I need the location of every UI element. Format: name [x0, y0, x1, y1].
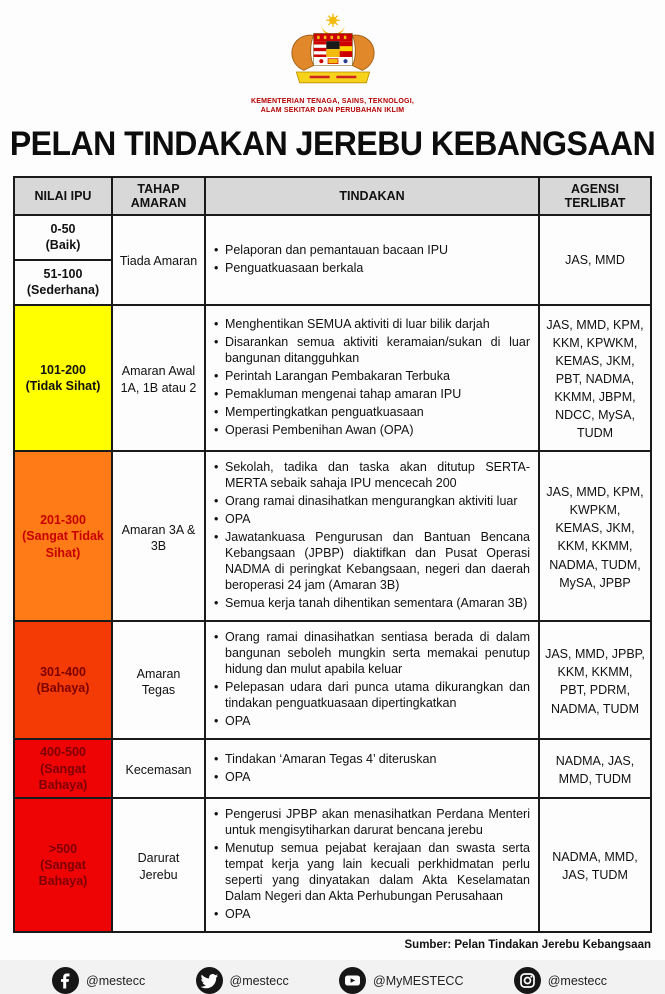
- social-bar: [0, 967, 665, 994]
- action-list: [212, 629, 530, 729]
- ipu-range: 400-500: [40, 745, 86, 760]
- col-header-agensi-terlibat: AGENSI TERLIBAT: [539, 177, 651, 215]
- col-header-tindakan: TINDAKAN: [205, 177, 539, 215]
- ipu-label: (Sangat Bahaya): [38, 858, 88, 889]
- instagram-link[interactable]: [514, 967, 607, 994]
- action-item: • OPA: [212, 769, 530, 785]
- ipu-label: (Sangat Bahaya): [38, 761, 88, 792]
- ministry-name: [0, 98, 665, 116]
- motto-banner-icon: [296, 72, 369, 83]
- action-item: • Pemakluman mengenai tahap amaran IPU: [212, 386, 530, 402]
- haze-action-table: [13, 176, 652, 934]
- table-row: [14, 739, 651, 798]
- shield-icon: [313, 34, 351, 66]
- facebook-handle: @mestecc: [86, 973, 146, 988]
- ipu-range: 51-100: [43, 266, 83, 281]
- action-item: • Pelaporan dan pemantauan bacaan IPU: [212, 242, 530, 258]
- col-header-nilai-ipu: NILAI IPU: [14, 177, 112, 215]
- action-item: • OPA: [212, 511, 530, 527]
- table-row: [14, 451, 651, 621]
- action-item: • OPA: [212, 906, 530, 922]
- ministry-line-1: KEMENTERIAN TENAGA, SAINS, TEKNOLOGI,: [251, 98, 414, 105]
- action-list: [212, 806, 530, 922]
- tindakan-cell: [205, 798, 539, 932]
- ministry-line-2: ALAM SEKITAR DAN PERUBAHAN IKLIM: [260, 106, 405, 114]
- ipu-cell-101-200: [14, 305, 112, 452]
- table-row: [14, 215, 651, 260]
- facebook-link[interactable]: [52, 967, 145, 994]
- youtube-handle: @MyMESTECC: [373, 973, 464, 988]
- tindakan-cell: [205, 305, 539, 452]
- logo-block: [0, 0, 665, 116]
- ipu-range: 301-400: [40, 665, 86, 680]
- table-row: [14, 621, 651, 739]
- tahap-cell-amaran-awal: Amaran Awal 1A, 1B atau 2: [112, 305, 205, 452]
- ipu-cell-over-500: [14, 798, 112, 932]
- tahap-cell-amaran-3a-3b: Amaran 3A & 3B: [112, 451, 205, 621]
- action-item: • Pelepasan udara dari punca utama dikurangkan dan tindakan penguatkuasaan dipertingkatkan: [212, 679, 530, 711]
- action-item: • Perintah Larangan Pembakaran Terbuka: [212, 368, 530, 384]
- twitter-link[interactable]: [196, 967, 289, 994]
- tiger-right-icon: [352, 35, 374, 70]
- instagram-icon: [514, 967, 541, 994]
- youtube-icon: [339, 967, 366, 994]
- tahap-cell-amaran-tegas: Amaran Tegas: [112, 621, 205, 739]
- instagram-handle: @mestecc: [547, 973, 607, 988]
- agensi-cell: JAS, MMD, KPM, KWPKM, KEMAS, JKM, KKM, KKMM, NADMA, TUDM, MySA, JPBP: [539, 451, 651, 621]
- action-item: • Semua kerja tanah dihentikan sementara (Amaran 3B): [212, 595, 530, 611]
- ipu-range: 201-300: [40, 513, 86, 527]
- twitter-icon: [196, 967, 223, 994]
- ipu-label: (Sangat Tidak Sihat): [22, 529, 104, 560]
- col-header-tahap-amaran: TAHAP AMARAN: [112, 177, 205, 215]
- action-item: • OPA: [212, 713, 530, 729]
- ipu-range: 0-50: [50, 221, 76, 236]
- agensi-cell: NADMA, JAS, MMD, TUDM: [539, 739, 651, 798]
- action-item: • Jawatankuasa Pengurusan dan Bantuan Bencana Kebangsaan (JPBP) diaktifkan dan Pusat Operasi NADMA di peringkat Kebangsaan, negeri dan daerah beroperasi 24 jam (Amaran 3B): [212, 529, 530, 593]
- action-item: • Menghentikan SEMUA aktiviti di luar bilik darjah: [212, 316, 530, 332]
- ipu-cell-51-100: [14, 260, 112, 305]
- tindakan-cell: [205, 215, 539, 305]
- action-item: • Pengerusi JPBP akan menasihatkan Perdana Menteri untuk mengisytiharkan darurat bencana jerebu: [212, 806, 530, 838]
- action-list: [212, 751, 530, 785]
- ipu-label: (Sederhana): [26, 283, 100, 297]
- action-item: • Disarankan semua aktiviti keramaian/sukan di luar bangunan ditangguhkan: [212, 334, 530, 366]
- action-item: • Tindakan ‘Amaran Tegas 4’ diteruskan: [212, 751, 530, 767]
- ipu-range: >500: [48, 841, 78, 856]
- action-list: [212, 459, 530, 611]
- tindakan-cell: [205, 621, 539, 739]
- source-caption: Sumber: Pelan Tindakan Jerebu Kebangsaan: [404, 939, 651, 952]
- facebook-icon: [52, 967, 79, 994]
- ipu-cell-400-500: [14, 739, 112, 798]
- tahap-cell-darurat-jerebu: Darurat Jerebu: [112, 798, 205, 932]
- table-row: [14, 798, 651, 932]
- action-item: • Sekolah, tadika dan taska akan ditutup SERTA-MERTA sebaik sahaja IPU mencecah 200: [212, 459, 530, 491]
- page-title: PELAN TINDAKAN JEREBU KEBANGSAAN: [9, 123, 656, 162]
- agensi-cell: JAS, MMD, KPM, KKM, KPWKM, KEMAS, JKM, PBT, NADMA, KKMM, JBPM, NDCC, MySA, TUDM: [539, 305, 651, 452]
- action-item: • Orang ramai dinasihatkan sentiasa berada di dalam bangunan seboleh mungkin serta memakai penutup hidung dan mulut apabila keluar: [212, 629, 530, 677]
- twitter-handle: @mestecc: [229, 973, 289, 988]
- tindakan-cell: [205, 739, 539, 798]
- action-item: • Operasi Pembenihan Awan (OPA): [212, 422, 530, 438]
- youtube-link[interactable]: [339, 967, 463, 994]
- action-item: • Mempertingkatkan penguatkuasaan: [212, 404, 530, 420]
- agensi-cell: NADMA, MMD, JAS, TUDM: [539, 798, 651, 932]
- agensi-cell: JAS, MMD, JPBP, KKM, KKMM, PBT, PDRM, NADMA, TUDM: [539, 621, 651, 739]
- ipu-label: (Bahaya): [36, 681, 90, 696]
- action-item: • Penguatkuasaan berkala: [212, 260, 530, 276]
- ipu-cell-301-400: [14, 621, 112, 739]
- agensi-cell: JAS, MMD: [539, 215, 651, 305]
- table-row: [14, 305, 651, 452]
- ipu-cell-201-300: [14, 451, 112, 621]
- ipu-label: (Baik): [45, 238, 81, 252]
- federal-star-icon: [326, 14, 339, 27]
- tahap-cell-kecemasan: Kecemasan: [112, 739, 205, 798]
- action-list: [212, 316, 530, 438]
- ipu-cell-0-50: [14, 215, 112, 260]
- action-list: [212, 242, 530, 276]
- tindakan-cell: [205, 451, 539, 621]
- coat-of-arms-logo: [253, 12, 413, 92]
- action-item: • Menutup semua pejabat kerajaan dan swasta serta tempat kerja yang lain kecuali perkhidmatan perlu seperti yang dinyatakan dalam Akta Keselamatan Dalam Negeri dan Akta Perhubungan Perusahaan: [212, 840, 530, 904]
- action-item: • Orang ramai dinasihatkan mengurangkan aktiviti luar: [212, 493, 530, 509]
- tahap-cell-tiada-amaran: Tiada Amaran: [112, 215, 205, 305]
- ipu-label: (Tidak Sihat): [25, 378, 101, 393]
- ipu-range: 101-200: [40, 362, 86, 377]
- table-header-row: [14, 177, 651, 215]
- tiger-left-icon: [291, 35, 313, 70]
